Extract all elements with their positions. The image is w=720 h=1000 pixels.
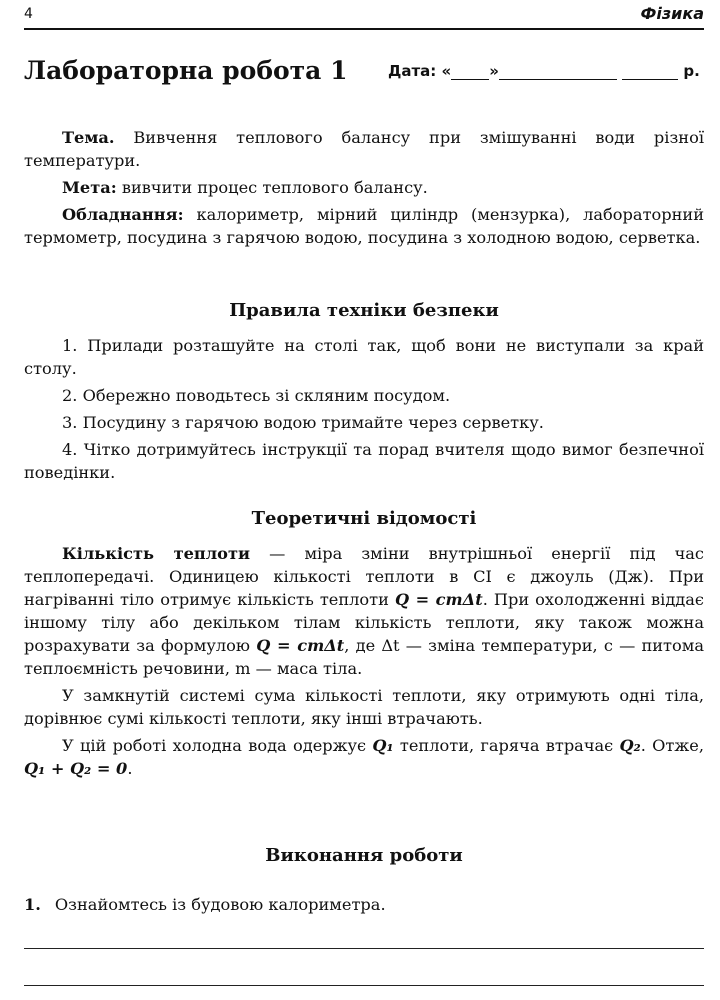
equipment-text: калориметр, мірний циліндр (мензурка), лабораторний термометр, посудина з гарячою водою, посудина з холодною водою, серветка. bbox=[24, 205, 704, 247]
theory-text: . При охолодженні віддає іншому тілу або декільком тілам кількість теплоти, яку також можна розрахувати за формулою bbox=[24, 590, 704, 655]
theory-paragraph-1 bbox=[24, 542, 704, 680]
equipment-label: Обладнання: bbox=[62, 205, 184, 224]
theory-text: У цій роботі холодна вода одержує bbox=[62, 736, 373, 755]
theory-text: . bbox=[127, 759, 133, 778]
work-step-1 bbox=[24, 895, 386, 914]
goal-paragraph bbox=[24, 176, 704, 199]
date-suffix: р. bbox=[683, 62, 700, 80]
theory-section bbox=[24, 542, 704, 784]
step-text: Ознайомтесь із будовою калориметра. bbox=[54, 895, 386, 914]
intro-section bbox=[24, 126, 704, 253]
q1-symbol: Q₁ bbox=[372, 736, 394, 755]
topic-paragraph bbox=[24, 126, 704, 172]
theory-paragraph-3 bbox=[24, 734, 704, 780]
answer-line bbox=[24, 948, 704, 949]
safety-heading: Правила техніки безпеки bbox=[229, 300, 499, 321]
date-field bbox=[388, 62, 700, 80]
date-label: Дата: bbox=[388, 62, 437, 80]
date-year-blank bbox=[622, 65, 678, 80]
topic-text: Вивчення теплового балансу при змішуванні води різної температури. bbox=[24, 128, 704, 170]
q2-symbol: Q₂ bbox=[619, 736, 641, 755]
theory-text: теплоти, гаряча втрачає bbox=[393, 736, 620, 755]
heat-formula: Q = cmΔt bbox=[394, 590, 483, 609]
heat-formula-repeat: Q = cmΔt bbox=[256, 636, 345, 655]
theory-heading: Теоретичні відомості bbox=[251, 508, 477, 529]
subject-label: Фізика bbox=[640, 4, 704, 23]
topic-label: Тема. bbox=[62, 128, 115, 147]
page-header bbox=[24, 2, 704, 30]
step-number: 1. bbox=[24, 895, 41, 914]
equipment-paragraph bbox=[24, 203, 704, 249]
list-item: 3. Посудину з гарячою водою тримайте через серветку. bbox=[62, 413, 544, 432]
date-open-quote: « bbox=[441, 62, 452, 80]
theory-paragraph-2: У замкнутій системі сума кількості теплоти, яку отримують одні тіла, дорівнює сумі кількості теплоти, яку інші втрачають. bbox=[24, 686, 704, 728]
page-number: 4 bbox=[24, 6, 33, 22]
theory-text: . Отже, bbox=[640, 736, 705, 755]
date-close-quote: » bbox=[489, 62, 499, 80]
lab-title: Лабораторна робота 1 bbox=[24, 56, 348, 85]
list-item: 4. Чітко дотримуйтесь інструкції та порад вчителя щодо вимог безпечної поведінки. bbox=[24, 440, 704, 482]
balance-equation: Q₁ + Q₂ = 0 bbox=[24, 759, 128, 778]
theory-text: , де Δt — зміна температури, c — питома теплоємність речовини, m — маса тіла. bbox=[24, 636, 704, 678]
safety-list bbox=[24, 334, 704, 488]
goal-label: Мета: bbox=[62, 178, 117, 197]
answer-line bbox=[24, 985, 704, 986]
list-item: 1. Прилади розташуйте на столі так, щоб вони не виступали за край столу. bbox=[24, 336, 704, 378]
heat-quantity-term: Кількість теплоти bbox=[62, 544, 251, 563]
date-day-blank bbox=[451, 65, 489, 80]
work-heading: Виконання роботи bbox=[265, 845, 463, 866]
date-month-blank bbox=[499, 65, 617, 80]
goal-text: вивчити процес теплового балансу. bbox=[121, 178, 428, 197]
theory-text: — міра зміни внутрішньої енергії під час теплопередачі. Одиницею кількості теплоти в СІ є джоуль (Дж). При нагріванні тіло отримує кількість теплоти bbox=[24, 544, 704, 609]
list-item: 2. Обережно поводьтесь зі скляним посудом. bbox=[62, 386, 451, 405]
